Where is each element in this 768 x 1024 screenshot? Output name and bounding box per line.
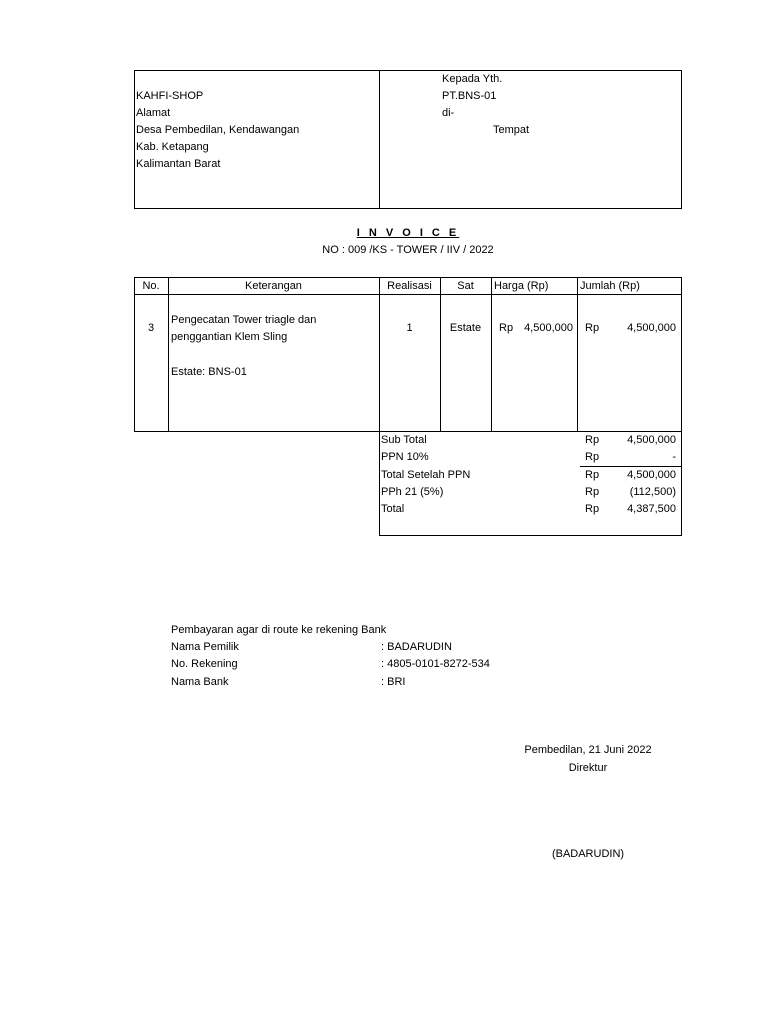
account-value: : 4805-0101-8272-534 <box>381 658 490 670</box>
pph-label: PPh 21 (5%) <box>381 486 444 498</box>
pph-value: (112,500) <box>629 486 676 498</box>
bank-label: Nama Bank <box>171 676 229 688</box>
recipient-name: PT.BNS-01 <box>442 90 497 102</box>
bank-value: : BRI <box>381 676 406 688</box>
header-divider <box>379 70 380 209</box>
owner-value: : BADARUDIN <box>381 641 452 653</box>
sender-address-label: Alamat <box>136 107 171 119</box>
after-ppn-value: 4,500,000 <box>627 469 676 481</box>
sender-address-line3: Kalimantan Barat <box>136 158 221 170</box>
account-label: No. Rekening <box>171 658 238 670</box>
row-desc-line2: penggantian Klem Sling <box>171 331 288 343</box>
table-header-rule <box>134 294 682 295</box>
recipient-at: di- <box>442 107 455 119</box>
header-harga: Harga (Rp) <box>494 280 549 292</box>
ppn-label: PPN 10% <box>381 451 429 463</box>
signature-place-date: Pembedilan, 21 Juni 2022 <box>524 744 652 756</box>
pph-currency: Rp <box>585 486 600 498</box>
subtotal-label: Sub Total <box>381 434 427 446</box>
items-table <box>134 277 682 432</box>
sender-address-line1: Desa Pembedilan, Kendawangan <box>136 124 300 136</box>
invoice-title: I N V O I C E <box>356 227 460 239</box>
header-jumlah: Jumlah (Rp) <box>580 280 640 292</box>
owner-label: Nama Pemilik <box>171 641 239 653</box>
row-desc-line3: Estate: BNS-01 <box>171 366 247 378</box>
row-jumlah: 4,500,000 <box>627 322 676 334</box>
row-harga-currency: Rp <box>499 322 514 334</box>
header-box <box>134 70 682 209</box>
col-divider-3 <box>440 277 441 432</box>
total-value: 4,387,500 <box>627 503 676 515</box>
invoice-number: NO : 009 /KS - TOWER / IIV / 2022 <box>322 244 494 256</box>
col-divider-1 <box>168 277 169 432</box>
recipient-salutation: Kepada Yth. <box>442 73 503 85</box>
row-realisasi: 1 <box>406 322 413 334</box>
subtotal-currency: Rp <box>585 434 600 446</box>
row-no: 3 <box>147 322 155 334</box>
payment-intro: Pembayaran agar di route ke rekening Bank <box>171 624 387 636</box>
ppn-value: - <box>672 451 676 463</box>
subtotal-value: 4,500,000 <box>627 434 676 446</box>
totals-right-border <box>681 432 682 536</box>
after-ppn-currency: Rp <box>585 469 600 481</box>
total-currency: Rp <box>585 503 600 515</box>
total-label: Total <box>381 503 405 515</box>
ppn-underline <box>580 466 681 467</box>
row-jumlah-currency: Rp <box>585 322 600 334</box>
header-realisasi: Realisasi <box>387 280 432 292</box>
totals-bottom-border <box>379 535 682 536</box>
ppn-currency: Rp <box>585 451 600 463</box>
row-harga: 4,500,000 <box>524 322 573 334</box>
recipient-place: Tempat <box>493 124 530 136</box>
signature-name: (BADARUDIN) <box>551 848 625 860</box>
header-keterangan: Keterangan <box>245 280 302 292</box>
sender-name: KAHFI-SHOP <box>136 90 204 102</box>
col-divider-2 <box>379 277 380 432</box>
col-divider-5 <box>577 277 578 432</box>
header-sat: Sat <box>457 280 474 292</box>
after-ppn-label: Total Setelah PPN <box>381 469 471 481</box>
row-sat: Estate <box>449 322 482 334</box>
signature-position: Direktur <box>568 762 608 774</box>
sender-address-line2: Kab. Ketapang <box>136 141 209 153</box>
totals-left-border <box>379 432 380 536</box>
col-divider-4 <box>491 277 492 432</box>
header-no: No. <box>142 280 160 292</box>
row-desc-line1: Pengecatan Tower triagle dan <box>171 314 317 326</box>
